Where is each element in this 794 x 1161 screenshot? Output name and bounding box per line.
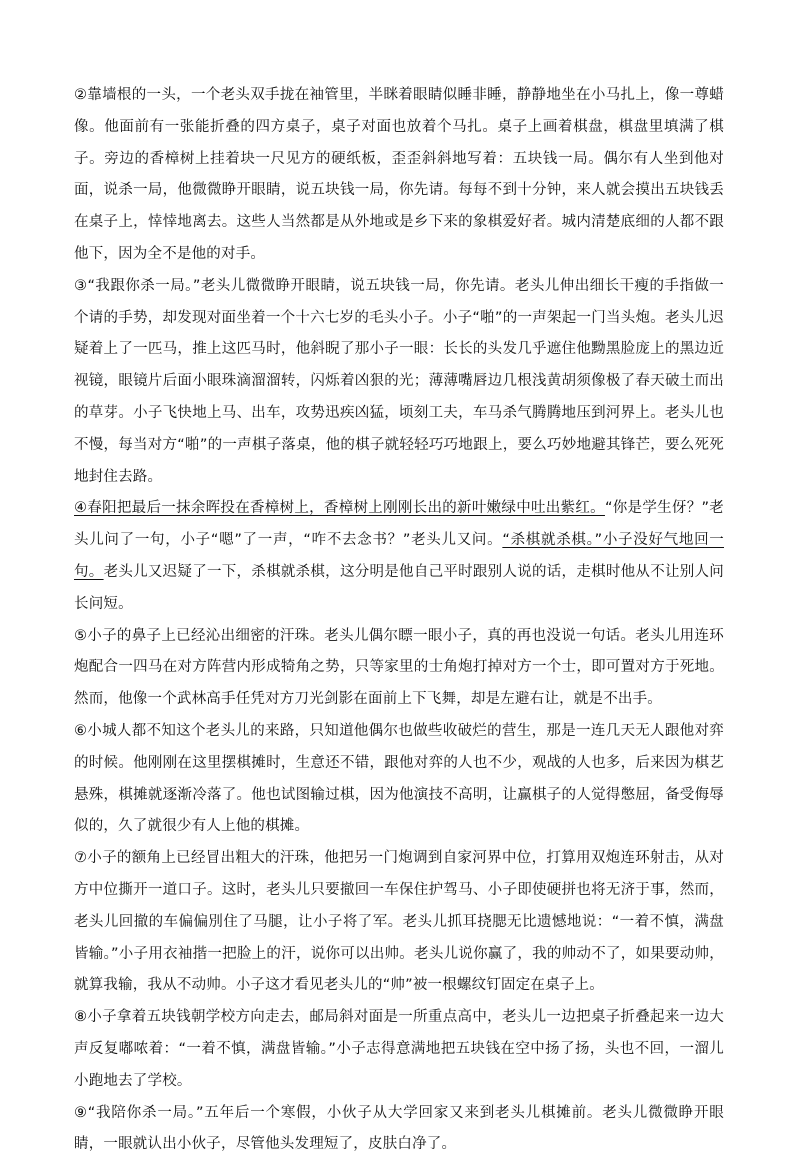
paragraph-6: ⑥小城人都不知这个老头儿的来路，只知道他偶尔也做些收破烂的营生，那是一连几天无人跟他对弈的时候。他刚刚在这里摆棋摊时，生意还不错，跟他对弈的人也不少，观战的人也多，后来因为棋艺悬殊，棋摊就逐渐冷落了。他也试图输过棋，因为他演技不高明，让赢棋子的人觉得憋屈，备受侮辱似的，久了就很少有人上他的棋摊。 (74, 716, 724, 843)
paragraph-9: ⑨“我陪你杀一局。”五年后一个寒假，小伙子从大学回家又来到老头儿棋摊前。老头儿微微睁开眼睛，一眼就认出小伙子，尽管他头发理短了，皮肤白净了。 (74, 1098, 724, 1161)
paragraph-4-tail: 老头儿又迟疑了一下，杀棋就杀棋，这分明是他自己平时跟别人说的话，走棋时他从不让别人问长问短。 (74, 564, 724, 612)
paragraph-3: ③“我跟你杀一局。”老头儿微微睁开眼睛，说五块钱一局，你先请。老头儿伸出细长干瘦的手指做一个请的手势，却发现对面坐着一个十六七岁的毛头小子。小子“啪”的一声架起一门当头炮。老头儿迟疑着上了一匹马，推上这匹马时，他斜睨了那小子一眼：长长的头发几乎遮住他黝黑脸庞上的黑边近视镜，眼镜片后面小眼珠滴溜溜转，闪烁着凶狠的光；薄薄嘴唇边几根浅黄胡须像极了春天破土而出的草芽。小子飞快地上马、出车，攻势迅疾凶猛，顷刻工夫，车马杀气腾腾地压到河界上。老头儿也不慢，每当对方“啪”的一声棋子落桌，他的棋子就轻轻巧巧地跟上，要么巧妙地避其锋芒，要么死死地封住去路。 (74, 271, 724, 494)
paragraph-7: ⑦小子的额角上已经冒出粗大的汗珠，他把另一门炮调到自家河界中位，打算用双炮连环射击，从对方中位撕开一道口子。这时，老头儿只要撤回一车保住护驾马、小子即使硬拼也将无济于事，然而，老头儿回撤的车偏偏別住了马腿，让小子将了军。老头儿抓耳挠腮无比遗憾地说：“一着不慎，满盘皆输。”小子用衣袖揩一把脸上的汗，说你可以出帅。老头儿说你赢了，我的帅动不了，如果要动帅，就算我输，我从不动帅。小子这才看见老头儿的“帅”被一根螺纹钉固定在桌子上。 (74, 843, 724, 1002)
paragraph-4 (74, 493, 724, 620)
paragraph-5: ⑤小子的鼻子上已经沁出细密的汗珠。老头儿偶尔瞟一眼小子，真的再也没说一句话。老头儿用连环炮配合一四马在对方阵营内形成犄角之势，只等家里的士角炮打掉对方一个士，即可置对方于死地。然而，他像一个武林高手任凭对方刀光剑影在面前上下飞舞，却是左避右让，就是不出手。 (74, 621, 724, 716)
paragraph-2: ②靠墙根的一头，一个老头双手拢在袖管里，半眯着眼睛似睡非睡，静静地坐在小马扎上，像一尊蜡像。他面前有一张能折叠的四方桌子，桌子对面也放着个马扎。桌子上画着棋盘，棋盘里填满了棋子。旁边的香樟树上挂着块一尺见方的硬纸板，歪歪斜斜地写着：五块钱一局。偶尔有人坐到他对面，说杀一局，他微微睁开眼睛，说五块钱一局，你先请。每每不到十分钟，来人就会摸出五块钱丢在桌子上，悻悻地离去。这些人当然都是从外地或是乡下来的象棋爱好者。城内清楚底细的人都不跟他下，因为全不是他的对手。 (74, 80, 724, 271)
paragraph-8: ⑧小子拿着五块钱朝学校方向走去，邮局斜对面是一所重点高中，老头儿一边把桌子折叠起来一边大声反复嘟哝着：“一着不慎，满盘皆输。”小子志得意满地把五块钱在空中扬了扬，头也不回，一溜儿小跑地去了学校。 (74, 1002, 724, 1097)
article-body (74, 80, 724, 1161)
dialogue-text: “你是学生伢？”老头儿问了一句，小子“嗯”了一声，“咋不去念书？”老头儿又问。 (74, 500, 724, 548)
underlined-sentence-1: ④春阳把最后一抹余晖投在香樟树上，香樟树上刚刚长出的新叶嫩绿中吐出紫红。 (74, 500, 605, 516)
underlined-sentence-2: “杀棋就杀棋。”小子没好气地回一句。 (74, 532, 724, 580)
